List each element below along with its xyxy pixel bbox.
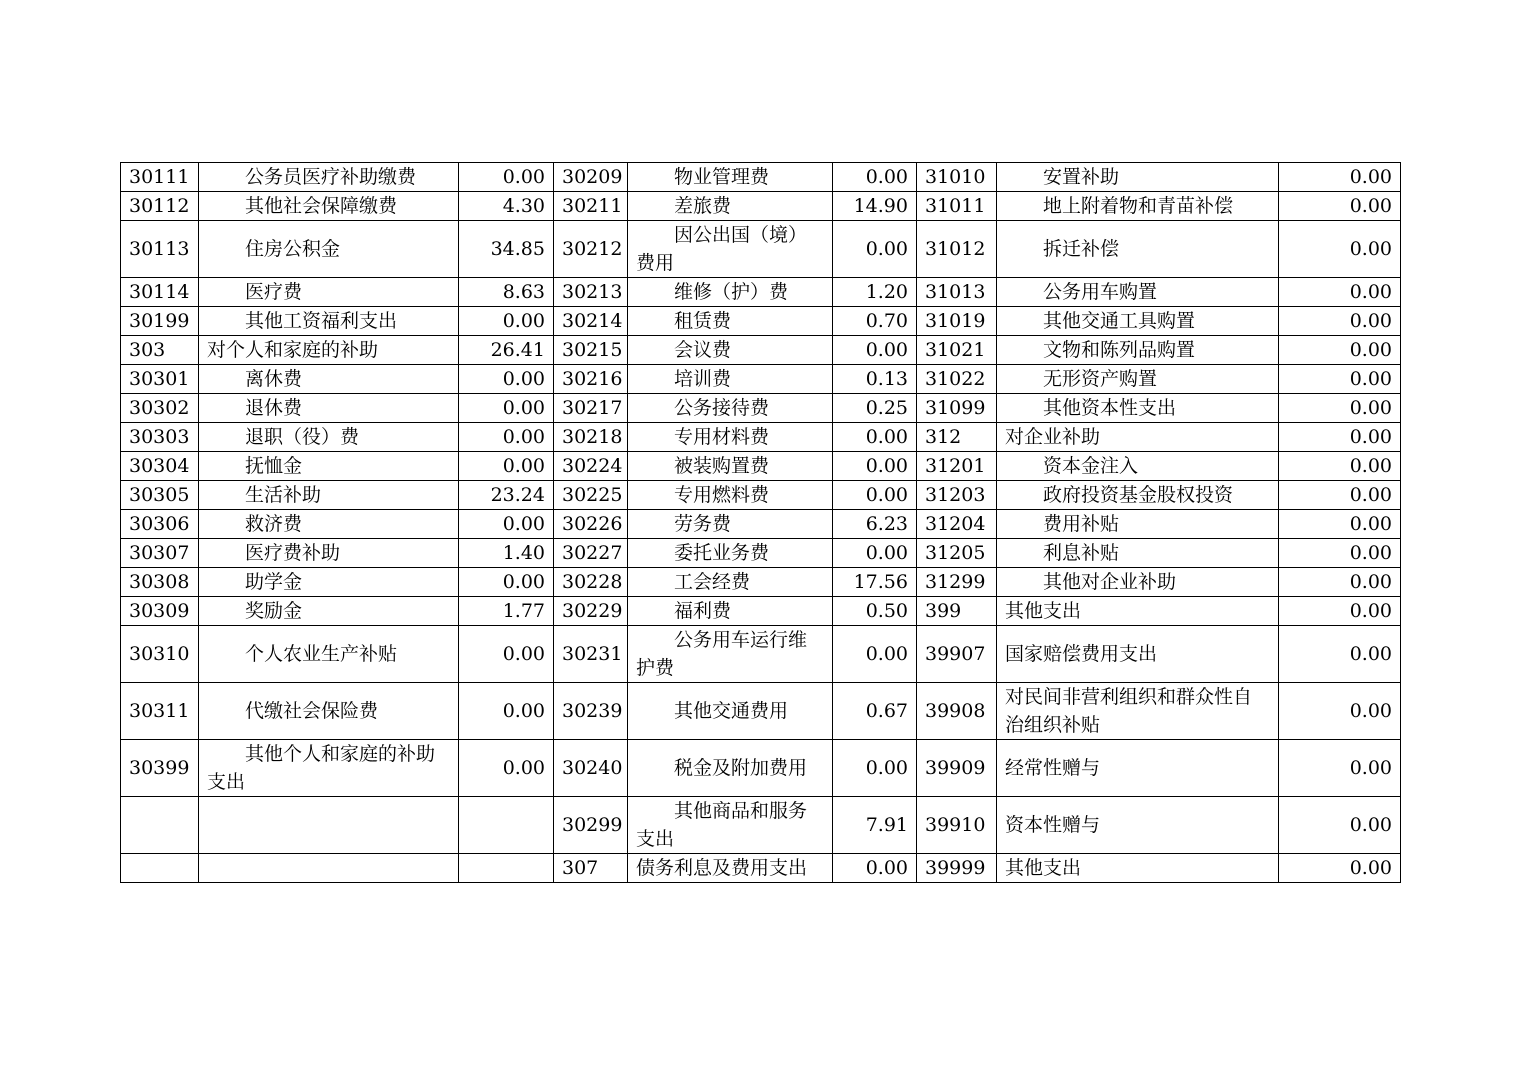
item-code-cell: 30299 <box>554 797 628 854</box>
item-amount-cell <box>459 854 554 883</box>
item-name-cell: 住房公积金 <box>199 221 459 278</box>
item-amount-cell: 0.00 <box>833 481 917 510</box>
table-row <box>121 394 1401 423</box>
item-code-cell: 31013 <box>917 278 997 307</box>
item-name-cell: 代缴社会保险费 <box>199 683 459 740</box>
item-amount-cell: 0.00 <box>1279 307 1401 336</box>
item-amount-cell: 0.00 <box>1279 221 1401 278</box>
item-name-cell: 其他支出 <box>997 597 1279 626</box>
item-code-cell: 31201 <box>917 452 997 481</box>
item-name-cell: 公务用车运行维护费 <box>628 626 833 683</box>
item-name-cell: 物业管理费 <box>628 163 833 192</box>
item-name-cell: 其他支出 <box>997 854 1279 883</box>
item-amount-cell: 0.00 <box>459 394 554 423</box>
item-name-cell: 医疗费 <box>199 278 459 307</box>
item-amount-cell: 0.00 <box>459 568 554 597</box>
item-code-cell: 31299 <box>917 568 997 597</box>
item-code-cell <box>121 797 199 854</box>
item-code-cell: 30217 <box>554 394 628 423</box>
item-name-cell: 租赁费 <box>628 307 833 336</box>
item-name-cell: 对企业补助 <box>997 423 1279 452</box>
item-code-cell: 31021 <box>917 336 997 365</box>
item-name-cell: 税金及附加费用 <box>628 740 833 797</box>
item-code-cell: 30215 <box>554 336 628 365</box>
table-row <box>121 797 1401 854</box>
item-code-cell <box>121 854 199 883</box>
item-code-cell: 30302 <box>121 394 199 423</box>
table-row <box>121 221 1401 278</box>
item-code-cell: 30113 <box>121 221 199 278</box>
item-code-cell: 30224 <box>554 452 628 481</box>
item-code-cell: 312 <box>917 423 997 452</box>
table-row <box>121 307 1401 336</box>
table-row <box>121 740 1401 797</box>
item-name-cell: 资本金注入 <box>997 452 1279 481</box>
item-code-cell: 30228 <box>554 568 628 597</box>
item-amount-cell: 17.56 <box>833 568 917 597</box>
item-amount-cell: 7.91 <box>833 797 917 854</box>
item-amount-cell: 0.00 <box>1279 452 1401 481</box>
item-name-cell: 离休费 <box>199 365 459 394</box>
item-code-cell: 30240 <box>554 740 628 797</box>
item-name-cell: 地上附着物和青苗补偿 <box>997 192 1279 221</box>
item-name-cell: 维修（护）费 <box>628 278 833 307</box>
item-amount-cell: 0.00 <box>1279 597 1401 626</box>
item-amount-cell: 0.00 <box>1279 336 1401 365</box>
item-code-cell: 30305 <box>121 481 199 510</box>
item-amount-cell: 0.67 <box>833 683 917 740</box>
item-amount-cell: 0.00 <box>1279 423 1401 452</box>
item-amount-cell: 0.00 <box>1279 568 1401 597</box>
table-row <box>121 163 1401 192</box>
item-code-cell: 39910 <box>917 797 997 854</box>
item-name-cell: 其他社会保障缴费 <box>199 192 459 221</box>
item-code-cell: 30218 <box>554 423 628 452</box>
item-name-cell: 其他对企业补助 <box>997 568 1279 597</box>
item-code-cell: 30199 <box>121 307 199 336</box>
item-code-cell: 30212 <box>554 221 628 278</box>
item-name-cell: 退职（役）费 <box>199 423 459 452</box>
item-amount-cell: 0.00 <box>459 307 554 336</box>
item-amount-cell: 23.24 <box>459 481 554 510</box>
item-name-cell: 福利费 <box>628 597 833 626</box>
item-name-cell: 国家赔偿费用支出 <box>997 626 1279 683</box>
item-name-cell: 其他商品和服务支出 <box>628 797 833 854</box>
item-amount-cell: 0.13 <box>833 365 917 394</box>
item-code-cell: 31012 <box>917 221 997 278</box>
item-name-cell: 公务员医疗补助缴费 <box>199 163 459 192</box>
item-amount-cell: 1.77 <box>459 597 554 626</box>
item-code-cell: 31204 <box>917 510 997 539</box>
item-amount-cell: 0.00 <box>459 423 554 452</box>
item-name-cell: 其他资本性支出 <box>997 394 1279 423</box>
item-name-cell: 其他工资福利支出 <box>199 307 459 336</box>
item-amount-cell: 0.00 <box>833 854 917 883</box>
item-code-cell: 30211 <box>554 192 628 221</box>
item-name-cell: 个人农业生产补贴 <box>199 626 459 683</box>
item-amount-cell: 0.00 <box>1279 163 1401 192</box>
item-name-cell: 生活补助 <box>199 481 459 510</box>
item-code-cell: 31203 <box>917 481 997 510</box>
item-code-cell: 30213 <box>554 278 628 307</box>
item-amount-cell: 0.70 <box>833 307 917 336</box>
item-code-cell: 30209 <box>554 163 628 192</box>
item-code-cell: 303 <box>121 336 199 365</box>
item-amount-cell: 0.50 <box>833 597 917 626</box>
table-row <box>121 423 1401 452</box>
item-name-cell: 资本性赠与 <box>997 797 1279 854</box>
item-code-cell: 39999 <box>917 854 997 883</box>
item-amount-cell: 0.00 <box>1279 683 1401 740</box>
item-name-cell: 对民间非营利组织和群众性自治组织补贴 <box>997 683 1279 740</box>
item-amount-cell: 34.85 <box>459 221 554 278</box>
item-name-cell: 经常性赠与 <box>997 740 1279 797</box>
item-code-cell: 30112 <box>121 192 199 221</box>
item-amount-cell: 0.00 <box>833 221 917 278</box>
item-name-cell: 公务接待费 <box>628 394 833 423</box>
item-name-cell <box>199 797 459 854</box>
item-amount-cell: 1.40 <box>459 539 554 568</box>
item-code-cell: 30227 <box>554 539 628 568</box>
item-amount-cell: 1.20 <box>833 278 917 307</box>
item-code-cell: 31099 <box>917 394 997 423</box>
item-amount-cell: 0.00 <box>1279 394 1401 423</box>
table-row <box>121 510 1401 539</box>
table-row <box>121 854 1401 883</box>
table-row <box>121 539 1401 568</box>
item-name-cell: 奖励金 <box>199 597 459 626</box>
item-name-cell: 专用燃料费 <box>628 481 833 510</box>
item-amount-cell: 26.41 <box>459 336 554 365</box>
item-code-cell: 30225 <box>554 481 628 510</box>
table-row <box>121 626 1401 683</box>
item-name-cell: 差旅费 <box>628 192 833 221</box>
item-code-cell: 30226 <box>554 510 628 539</box>
table-row <box>121 192 1401 221</box>
item-code-cell: 39908 <box>917 683 997 740</box>
item-code-cell: 30303 <box>121 423 199 452</box>
item-amount-cell: 0.00 <box>833 740 917 797</box>
item-name-cell: 被装购置费 <box>628 452 833 481</box>
item-amount-cell: 4.30 <box>459 192 554 221</box>
item-name-cell: 工会经费 <box>628 568 833 597</box>
item-code-cell: 31022 <box>917 365 997 394</box>
item-code-cell: 30308 <box>121 568 199 597</box>
item-amount-cell: 0.00 <box>1279 510 1401 539</box>
item-code-cell: 31019 <box>917 307 997 336</box>
item-code-cell: 31010 <box>917 163 997 192</box>
item-amount-cell: 0.00 <box>1279 740 1401 797</box>
table-row <box>121 481 1401 510</box>
item-name-cell: 对个人和家庭的补助 <box>199 336 459 365</box>
item-name-cell: 无形资产购置 <box>997 365 1279 394</box>
table-row <box>121 278 1401 307</box>
item-amount-cell: 0.00 <box>459 683 554 740</box>
table-row <box>121 597 1401 626</box>
item-name-cell: 抚恤金 <box>199 452 459 481</box>
item-amount-cell: 0.00 <box>1279 539 1401 568</box>
item-amount-cell: 0.00 <box>459 452 554 481</box>
item-name-cell: 因公出国（境）费用 <box>628 221 833 278</box>
item-code-cell: 30111 <box>121 163 199 192</box>
item-name-cell <box>199 854 459 883</box>
item-name-cell: 费用补贴 <box>997 510 1279 539</box>
item-amount-cell: 0.00 <box>833 163 917 192</box>
item-amount-cell: 0.00 <box>833 539 917 568</box>
table-row <box>121 452 1401 481</box>
item-code-cell: 30307 <box>121 539 199 568</box>
item-amount-cell: 0.00 <box>459 510 554 539</box>
item-code-cell: 30310 <box>121 626 199 683</box>
expenditure-table <box>120 162 1401 883</box>
item-amount-cell: 0.00 <box>1279 365 1401 394</box>
item-code-cell: 39909 <box>917 740 997 797</box>
item-name-cell: 会议费 <box>628 336 833 365</box>
item-name-cell: 公务用车购置 <box>997 278 1279 307</box>
item-code-cell: 307 <box>554 854 628 883</box>
item-amount-cell: 0.00 <box>459 163 554 192</box>
table-row <box>121 365 1401 394</box>
item-code-cell: 30301 <box>121 365 199 394</box>
item-name-cell: 其他交通工具购置 <box>997 307 1279 336</box>
item-code-cell: 30231 <box>554 626 628 683</box>
item-name-cell: 利息补贴 <box>997 539 1279 568</box>
item-code-cell: 30399 <box>121 740 199 797</box>
item-code-cell: 30214 <box>554 307 628 336</box>
item-code-cell: 30239 <box>554 683 628 740</box>
item-name-cell: 专用材料费 <box>628 423 833 452</box>
item-name-cell: 委托业务费 <box>628 539 833 568</box>
item-code-cell: 39907 <box>917 626 997 683</box>
item-amount-cell: 0.00 <box>833 626 917 683</box>
item-name-cell: 助学金 <box>199 568 459 597</box>
item-name-cell: 拆迁补偿 <box>997 221 1279 278</box>
item-amount-cell: 0.00 <box>459 365 554 394</box>
item-amount-cell: 8.63 <box>459 278 554 307</box>
table-row <box>121 568 1401 597</box>
item-code-cell: 30304 <box>121 452 199 481</box>
item-code-cell: 31205 <box>917 539 997 568</box>
item-code-cell: 31011 <box>917 192 997 221</box>
item-name-cell: 政府投资基金股权投资 <box>997 481 1279 510</box>
item-code-cell: 30229 <box>554 597 628 626</box>
item-amount-cell: 0.00 <box>1279 192 1401 221</box>
item-amount-cell: 0.00 <box>1279 481 1401 510</box>
item-name-cell: 医疗费补助 <box>199 539 459 568</box>
item-name-cell: 债务利息及费用支出 <box>628 854 833 883</box>
item-code-cell: 30306 <box>121 510 199 539</box>
item-amount-cell: 0.00 <box>833 452 917 481</box>
item-code-cell: 30311 <box>121 683 199 740</box>
item-amount-cell: 0.00 <box>1279 278 1401 307</box>
item-amount-cell: 0.25 <box>833 394 917 423</box>
item-name-cell: 文物和陈列品购置 <box>997 336 1279 365</box>
item-amount-cell <box>459 797 554 854</box>
item-amount-cell: 0.00 <box>459 740 554 797</box>
item-amount-cell: 0.00 <box>1279 797 1401 854</box>
table-row <box>121 683 1401 740</box>
item-code-cell: 399 <box>917 597 997 626</box>
item-amount-cell: 0.00 <box>1279 626 1401 683</box>
item-amount-cell: 0.00 <box>833 336 917 365</box>
item-name-cell: 其他交通费用 <box>628 683 833 740</box>
item-amount-cell: 14.90 <box>833 192 917 221</box>
item-amount-cell: 6.23 <box>833 510 917 539</box>
item-amount-cell: 0.00 <box>833 423 917 452</box>
item-code-cell: 30114 <box>121 278 199 307</box>
item-amount-cell: 0.00 <box>459 626 554 683</box>
table-row <box>121 336 1401 365</box>
item-code-cell: 30309 <box>121 597 199 626</box>
item-code-cell: 30216 <box>554 365 628 394</box>
item-amount-cell: 0.00 <box>1279 854 1401 883</box>
item-name-cell: 救济费 <box>199 510 459 539</box>
item-name-cell: 劳务费 <box>628 510 833 539</box>
item-name-cell: 培训费 <box>628 365 833 394</box>
item-name-cell: 安置补助 <box>997 163 1279 192</box>
item-name-cell: 其他个人和家庭的补助支出 <box>199 740 459 797</box>
item-name-cell: 退休费 <box>199 394 459 423</box>
